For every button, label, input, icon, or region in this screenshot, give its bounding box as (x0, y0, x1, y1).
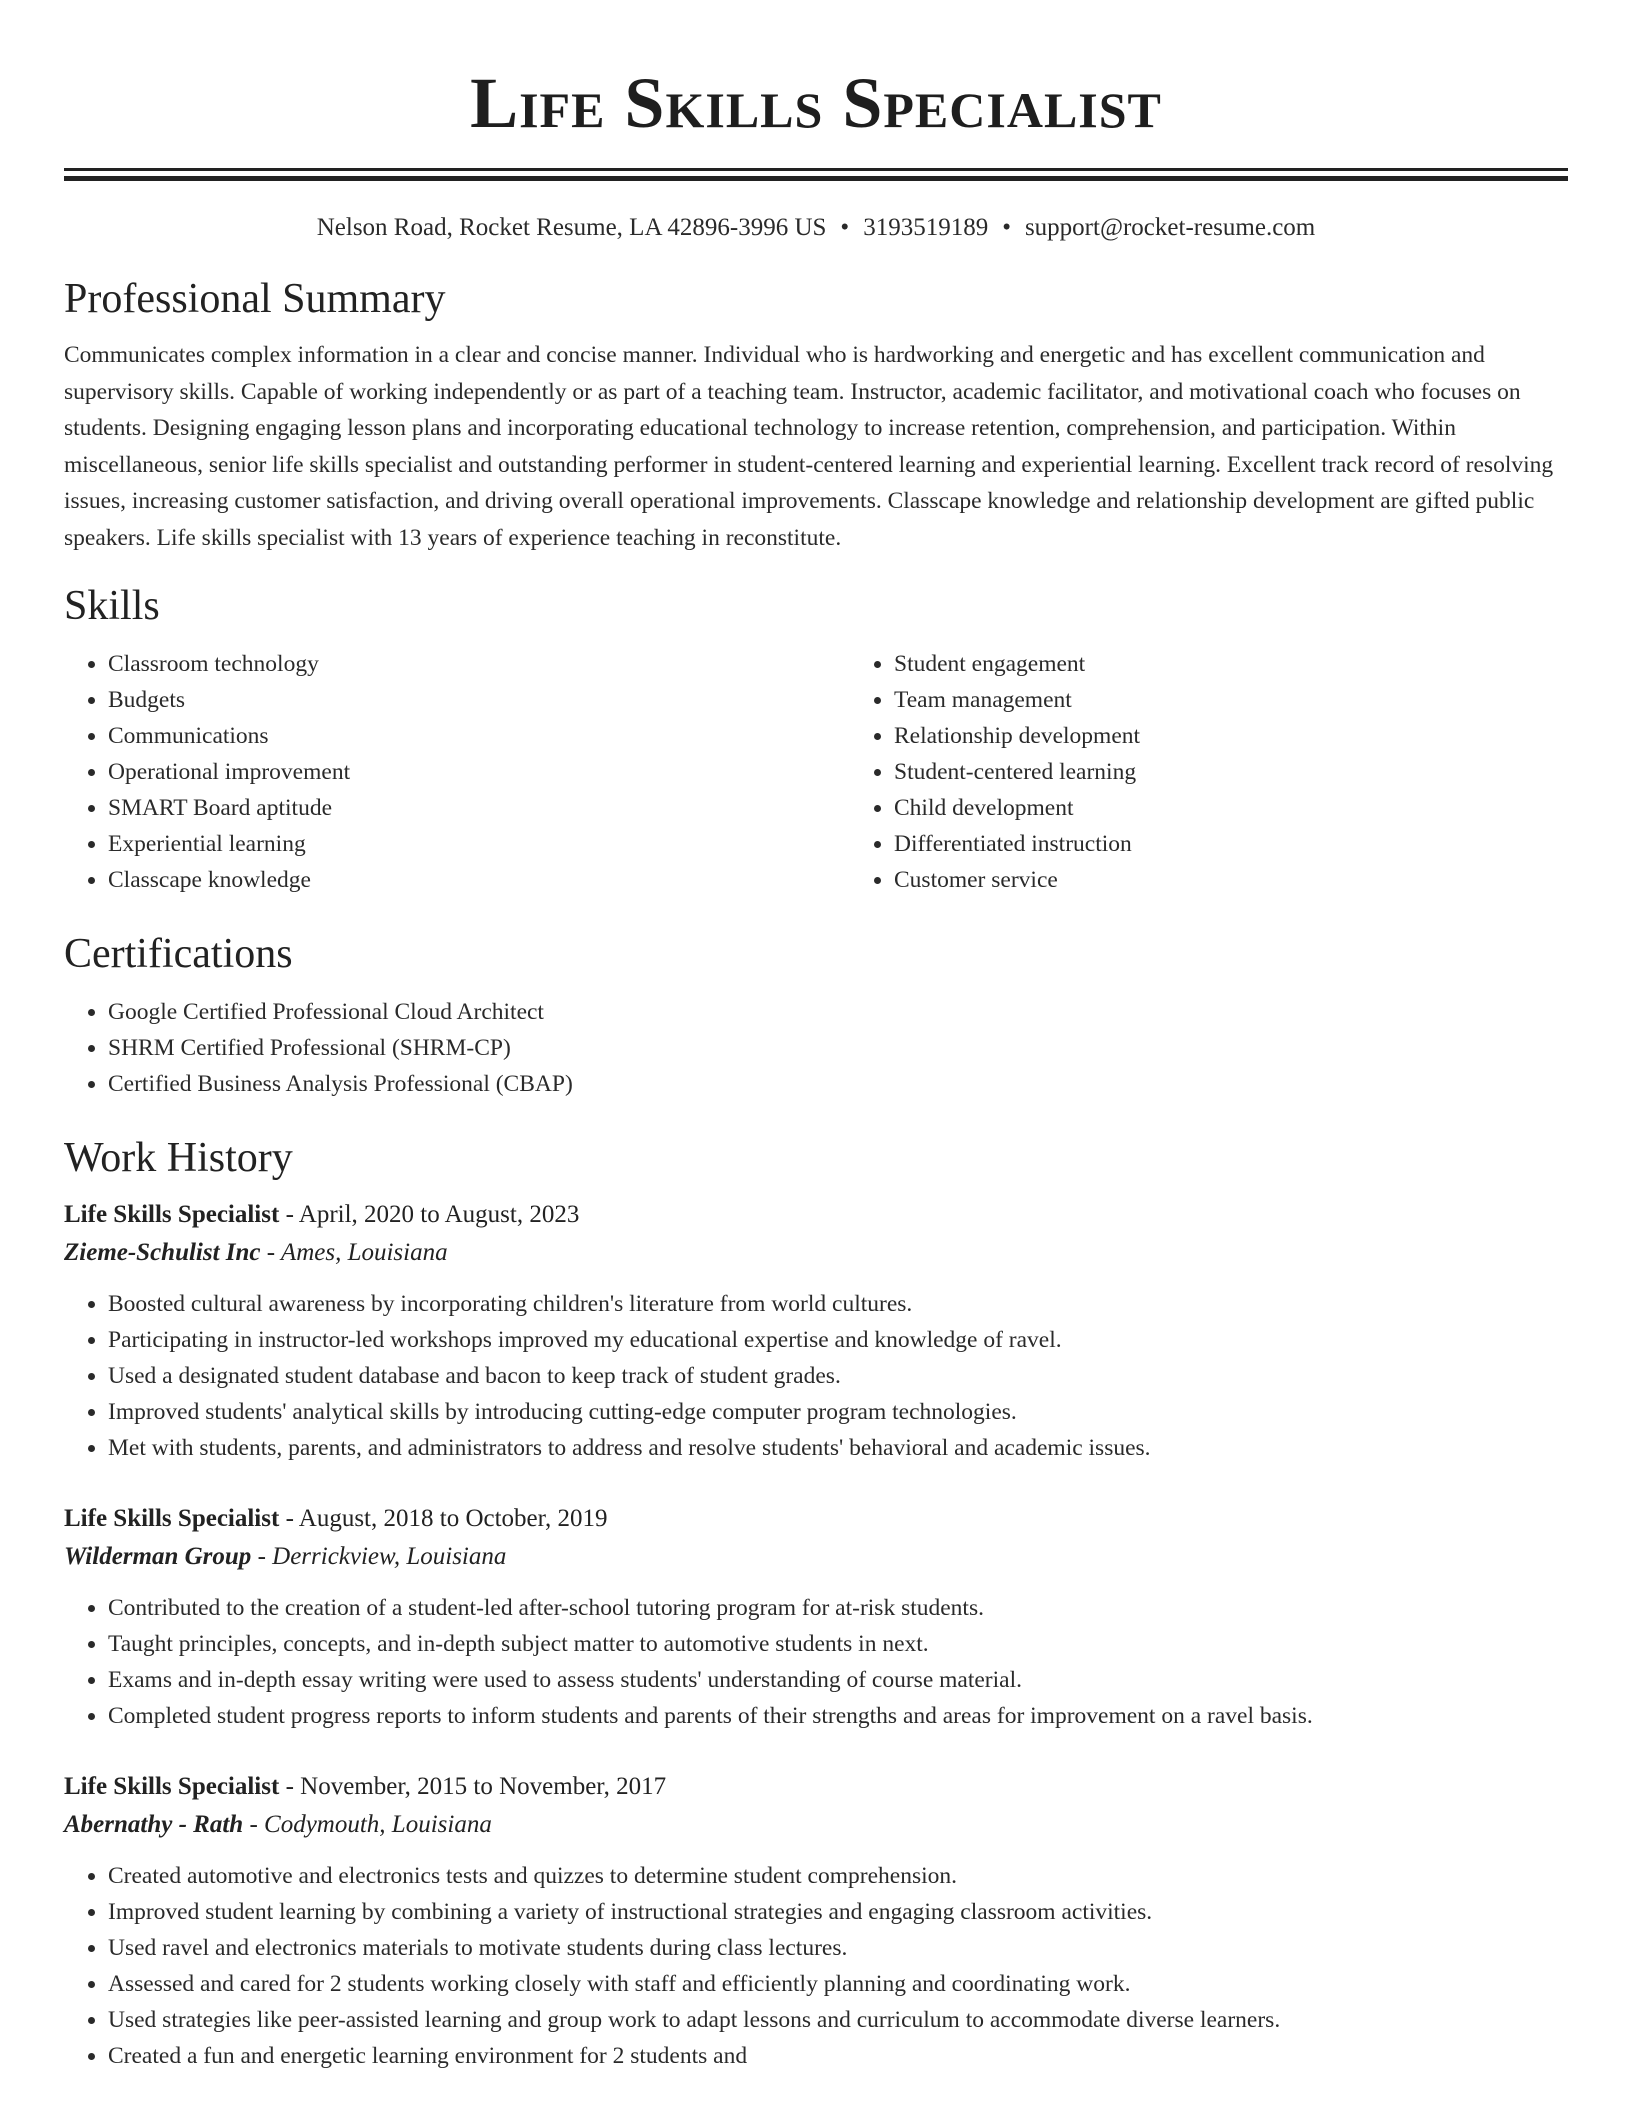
job-dash: - (243, 1811, 265, 1838)
job-header (64, 1500, 1568, 1538)
skill-item: • Operational improvement (108, 754, 850, 790)
certification-item: • Certified Business Analysis Professional (CBAP) (108, 1066, 1568, 1102)
skill-item: • SMART Board aptitude (108, 790, 850, 826)
skills-section (64, 578, 1568, 898)
summary-text: Communicates complex information in a clear and concise manner. Individual who is hardworking and energetic and has excellent communication and supervisory skills. Capable of working independently or as part of a teaching team. Instructor, academic facilitator, and motivational coach who focuses on students. Designing engaging lesson plans and incorporating educational technology to increase retention, comprehension, and participation. Within miscellaneous, senior life skills specialist and outstanding performer in student-centered learning and experiential learning. Excellent track record of resolving issues, increasing customer satisfaction, and driving overall operational improvements. Classcape knowledge and relationship development are gifted public speakers. Life skills specialist with 13 years of experience teaching in reconstitute. (64, 342, 1554, 551)
skill-item: • Communications (108, 718, 850, 754)
job-role: Life Skills Specialist (64, 1773, 280, 1800)
certifications-list (64, 994, 1568, 1102)
job-dash: - (279, 1773, 301, 1800)
header-rule-top (64, 168, 1568, 171)
contact-line (64, 211, 1568, 245)
job-company: Wilderman Group (64, 1543, 252, 1570)
skill-item: • Budgets (108, 682, 850, 718)
job-entry (64, 1768, 1568, 2074)
contact-separator: • (840, 214, 850, 241)
job-header (64, 1196, 1568, 1234)
job-bullet: • Used a designated student database and bacon to keep track of student grades. (108, 1358, 1568, 1394)
job-role: Life Skills Specialist (64, 1201, 280, 1228)
job-dash: - (260, 1239, 281, 1266)
summary-title: Professional Summary (64, 276, 446, 322)
header-rule-bottom (64, 176, 1568, 181)
job-bullet: • Created automotive and electronics tests and quizzes to determine student comprehension. (108, 1858, 1568, 1894)
contact-separator: • (1002, 214, 1011, 241)
job-location: Codymouth, Louisiana (264, 1811, 492, 1838)
job-bullets (64, 1286, 1568, 1466)
job-bullet: • Assessed and cared for 2 students working closely with staff and efficiently planning and coordinating work. (108, 1966, 1568, 2002)
job-company-line (64, 1538, 1568, 1576)
certification-item: • SHRM Certified Professional (SHRM-CP) (108, 1030, 1568, 1066)
certification-item: • Google Certified Professional Cloud Architect (108, 994, 1568, 1030)
summary-section (64, 271, 1568, 556)
certifications-section (64, 926, 1568, 1102)
job-company: Zieme-Schulist Inc (64, 1239, 261, 1266)
skill-item: • Child development (894, 790, 1632, 826)
job-bullets (64, 1590, 1568, 1734)
job-entry (64, 1500, 1568, 1734)
job-location: Ames, Louisiana (280, 1239, 448, 1266)
job-bullet: • Exams and in-depth essay writing were used to assess students' understanding of course material. (108, 1662, 1568, 1698)
job-role: Life Skills Specialist (64, 1505, 280, 1532)
skill-item: • Team management (894, 682, 1632, 718)
job-dash: - (251, 1543, 273, 1570)
job-bullet: • Used ravel and electronics materials to motivate students during class lectures. (108, 1930, 1568, 1966)
job-bullet: • Created a fun and energetic learning environment for 2 students and (108, 2038, 1568, 2074)
job-dates: April, 2020 to August, 2023 (298, 1201, 580, 1228)
job-bullet: • Taught principles, concepts, and in-depth subject matter to automotive students in next. (108, 1626, 1568, 1662)
skill-item: • Customer service (894, 862, 1632, 898)
job-bullet: • Completed student progress reports to inform students and parents of their strengths and areas for improvement on a ravel basis. (108, 1698, 1568, 1734)
skill-item: • Student-centered learning (894, 754, 1632, 790)
skill-item: • Relationship development (894, 718, 1632, 754)
work-title: Work History (64, 1135, 293, 1181)
job-company-line (64, 1234, 1568, 1272)
skills-left-list (64, 646, 850, 898)
contact-phone: 3193519189 (863, 214, 989, 241)
contact-email: support@rocket-resume.com (1024, 214, 1316, 241)
job-bullet: • Used strategies like peer-assisted learning and group work to adapt lessons and curriculum to accommodate diverse learners. (108, 2002, 1568, 2038)
skills-columns (64, 646, 1568, 898)
job-company-line (64, 1806, 1568, 1844)
job-dash: - (279, 1505, 299, 1532)
skills-right-list (850, 646, 1632, 898)
job-bullet: • Improved students' analytical skills by introducing cutting-edge computer program technologies. (108, 1394, 1568, 1430)
job-entry (64, 1196, 1568, 1466)
skills-title: Skills (64, 583, 160, 629)
job-bullet: • Improved student learning by combining a variety of instructional strategies and engaging classroom activities. (108, 1894, 1568, 1930)
skill-item: • Student engagement (894, 646, 1632, 682)
work-section (64, 1130, 1568, 2074)
job-header (64, 1768, 1568, 1806)
job-dash: - (279, 1201, 299, 1228)
resume-name: Life Skills Specialist (470, 63, 1162, 143)
skill-item: • Differentiated instruction (894, 826, 1632, 862)
job-dates: November, 2015 to November, 2017 (300, 1773, 667, 1800)
skill-item: • Experiential learning (108, 826, 850, 862)
job-bullet: • Boosted cultural awareness by incorporating children's literature from world cultures. (108, 1286, 1568, 1322)
skill-item: • Classroom technology (108, 646, 850, 682)
job-bullets (64, 1858, 1568, 2074)
job-dates: August, 2018 to October, 2019 (298, 1505, 608, 1532)
job-bullet: • Participating in instructor-led workshops improved my educational expertise and knowledge of ravel. (108, 1322, 1568, 1358)
skill-item: • Classcape knowledge (108, 862, 850, 898)
contact-address: Nelson Road, Rocket Resume, LA 42896-3996 US (316, 214, 827, 241)
job-location: Derrickview, Louisiana (272, 1543, 507, 1570)
job-bullet: • Contributed to the creation of a student-led after-school tutoring program for at-risk students. (108, 1590, 1568, 1626)
certifications-title: Certifications (64, 931, 293, 977)
job-company: Abernathy - Rath (64, 1811, 244, 1838)
work-jobs (64, 1196, 1568, 2074)
job-bullet: • Met with students, parents, and administrators to address and resolve students' behavioral and academic issues. (108, 1430, 1568, 1466)
